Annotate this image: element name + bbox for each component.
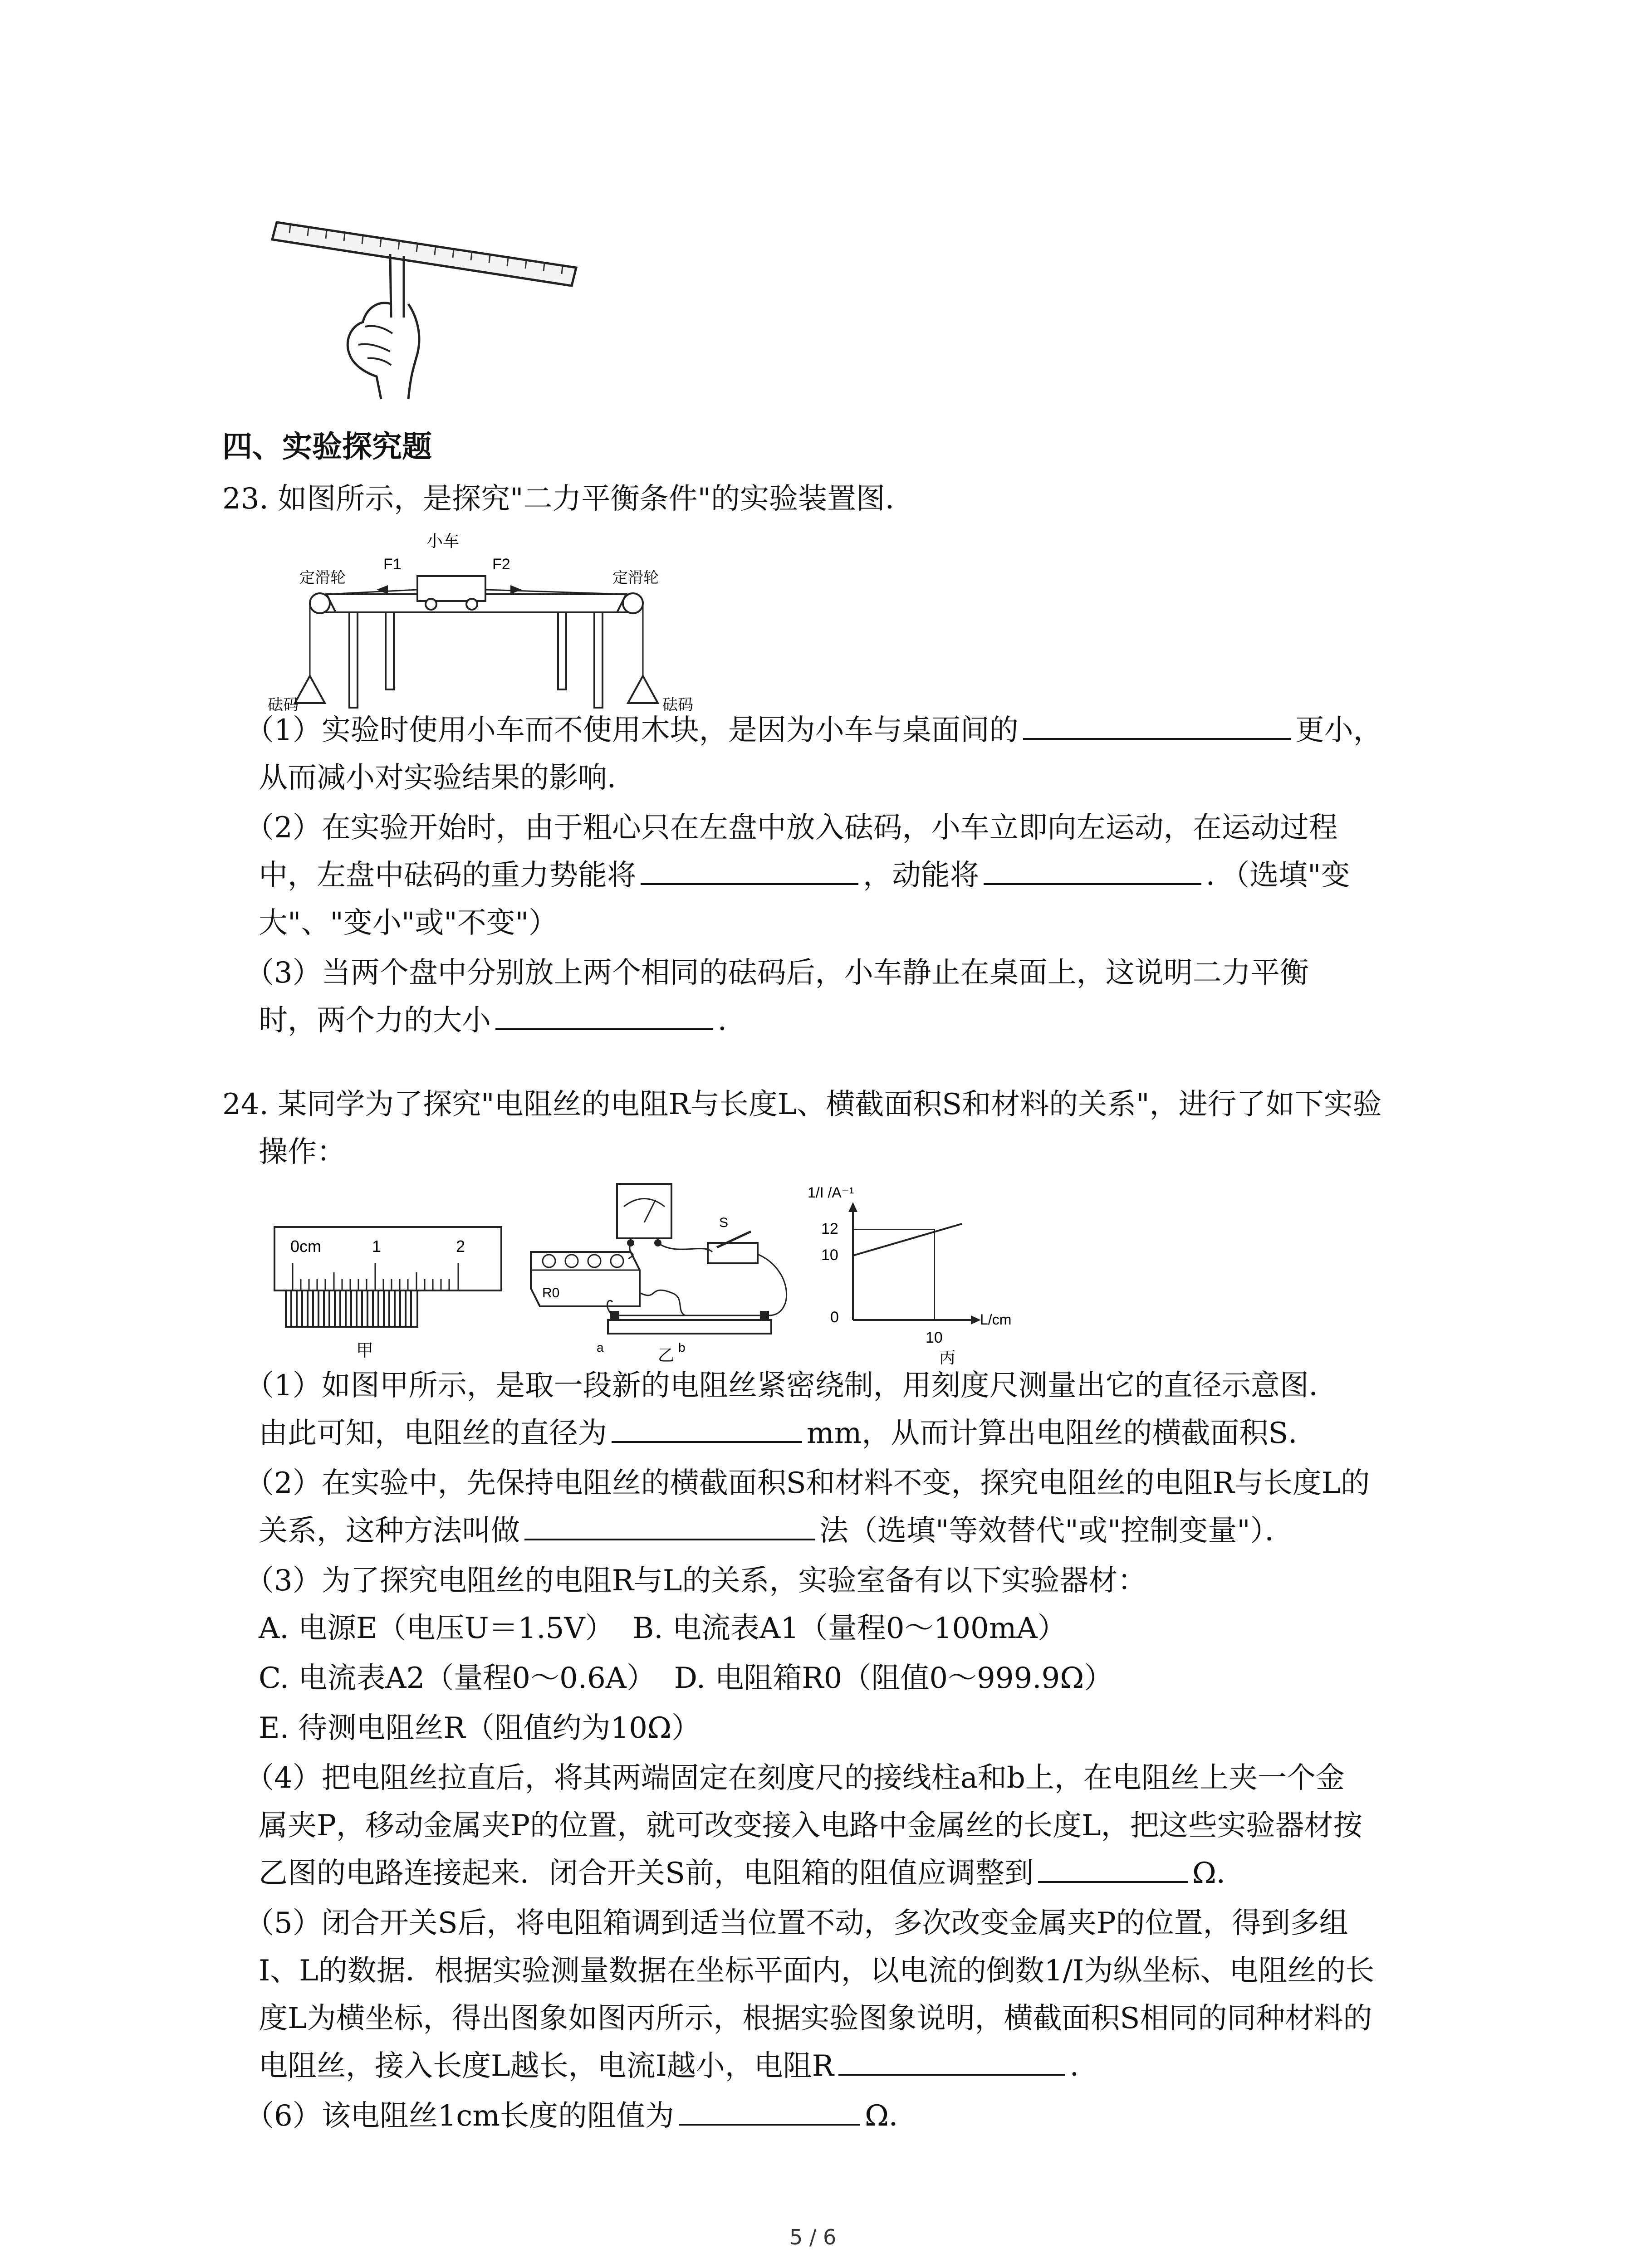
q23-p1-line2: 从而减小对实验结果的影响．: [259, 761, 636, 795]
q23-p2-line3: 大"、"变小"或"不变"）: [259, 906, 558, 940]
q24-p4-answer-blank[interactable]: [1038, 1854, 1188, 1883]
weight-right-label: 砝码: [662, 696, 693, 714]
q24-p6-answer-blank[interactable]: [679, 2097, 860, 2126]
q24-p4-line2: 属夹P，移动金属夹P的位置，就可改变接入电路中金属丝的长度L，把这些实验器材按: [259, 1809, 1362, 1843]
q23-p1-text-a: （1）实验时使用小车而不使用木块，是因为小车与桌面间的: [245, 714, 1019, 747]
q24-p5-line3: 度L为横坐标，得出图象如图丙所示，根据实验图象说明，横截面积S相同的同种材料的: [259, 2002, 1372, 2035]
graph-data-line: [853, 1224, 962, 1256]
section-heading: 四、实验探究题: [222, 429, 432, 464]
q23-stem: 23. 如图所示，是探究"二力平衡条件"的实验装置图．: [222, 482, 914, 516]
ruler-on-finger-figure: [272, 213, 581, 404]
q24-p4-text-d: Ω．: [1192, 1857, 1245, 1890]
q24-p5-line2: I、L的数据．根据实验测量数据在坐标平面内，以电流的倒数1/I为纵坐标、电阻丝的长: [259, 1954, 1375, 1988]
q23-p2-line1: （2）在实验开始时，由于粗心只在左盘中放入砝码，小车立即向左运动，在运动过程: [245, 811, 1338, 845]
q24-p5-answer-blank[interactable]: [838, 2047, 1065, 2076]
q24-p3: （3）为了探究电阻丝的电阻R与L的关系，实验室备有以下实验器材：: [245, 1564, 1147, 1598]
terminal-b-label: b: [678, 1340, 686, 1354]
q24-options-cd: [259, 1656, 1113, 1701]
q24-p1-text-b: 由此可知，电阻丝的直径为: [259, 1417, 607, 1450]
fig-bing-graph: [803, 1170, 1030, 1370]
graph-origin: 0: [830, 1309, 839, 1326]
ruler-label-2: 2: [456, 1237, 465, 1256]
q23-part1: [245, 708, 1382, 753]
ruler-label-1: 1: [372, 1237, 382, 1256]
q24-p1-answer-blank[interactable]: [612, 1414, 802, 1443]
q24-stem-line2: 操作：: [259, 1135, 346, 1169]
fig-jia-caption: 甲: [356, 1341, 374, 1360]
q24-p4-line1: （4）把电阻丝拉直后，将其两端固定在刻度尺的接线柱a和b上，在电阻丝上夹一个金: [245, 1761, 1345, 1795]
graph-ylabel: 1/I /A⁻¹: [808, 1184, 854, 1201]
pulley-left-label: 定滑轮: [299, 569, 346, 587]
q23-p1-answer-blank[interactable]: [1023, 711, 1291, 740]
q24-p2-text-c: 法（选填"等效替代"或"控制变量"）．: [819, 1514, 1294, 1548]
q24-p2-line2: [259, 1508, 1294, 1554]
graph-xtick-10: 10: [926, 1329, 943, 1346]
fig-yi-caption: 乙: [658, 1346, 675, 1364]
q24-p2-line1: （2）在实验中，先保持电阻丝的横截面积S和材料不变，探究电阻丝的电阻R与长度L的: [245, 1466, 1370, 1500]
q24-option-e: E. 待测电阻丝R（阻值约为10Ω）: [259, 1711, 701, 1745]
fig-jia-ruler-coil: [272, 1225, 508, 1365]
q23-p3-text-b: 时，两个力的大小: [259, 1004, 491, 1037]
q24-p1-text-c: mm，从而计算出电阻丝的横截面积S．: [807, 1417, 1318, 1450]
q24-p4-text-c: 乙图的电路连接起来．闭合开关S前，电阻箱的阻值应调整到: [259, 1857, 1034, 1890]
q24-p6-text-b: Ω．: [864, 2099, 918, 2133]
q24-option-d: D. 电阻箱R0（阻值0～999.9Ω）: [674, 1662, 1113, 1695]
page-number: 5 / 6: [789, 2225, 837, 2249]
q24-stem-line1: 24. 某同学为了探究"电阻丝的电阻R与长度L、横截面积S和材料的关系"，进行了如下实验: [222, 1088, 1382, 1121]
graph-ytick-10: 10: [821, 1246, 838, 1264]
q23-p2-blank-potential[interactable]: [641, 856, 858, 885]
switch-label: S: [719, 1215, 729, 1230]
q24-p2-text-b: 关系，这种方法叫做: [259, 1514, 520, 1548]
q24-p5-line1: （5）闭合开关S后，将电阻箱调到适当位置不动，多次改变金属夹P的位置，得到多组: [245, 1906, 1348, 1940]
q23-p3-line1: （3）当两个盘中分别放上两个相同的砝码后，小车静止在桌面上，这说明二力平衡: [245, 956, 1309, 990]
q23-p2-line2: [259, 853, 1350, 898]
q24-p6: [245, 2093, 918, 2139]
fig-yi-circuit: [522, 1179, 812, 1365]
q24-p5-line4: [259, 2043, 1099, 2089]
q24-p5-text-e: ．: [1069, 2049, 1099, 2083]
q23-p3-text-c: ．: [718, 1004, 747, 1037]
q24-p1-line1: （1）如图甲所示，是取一段新的电阻丝紧密绕制，用刻度尺测量出它的直径示意图．: [245, 1369, 1338, 1403]
q24-options-ab: [259, 1606, 1067, 1651]
q23-p2-text-d: ．（选填"变: [1206, 859, 1350, 892]
q24-option-a: A. 电源E（电压U＝1.5V）: [259, 1612, 614, 1645]
q23-p1-text-b: 更小，: [1295, 714, 1382, 747]
weight-left-label: 砝码: [268, 696, 299, 714]
q24-option-c: C. 电流表A2（量程0～0.6A）: [259, 1662, 656, 1695]
q23-p3-line2: [259, 998, 747, 1043]
q24-p1-line2: [259, 1411, 1317, 1456]
cart-label: 小车: [426, 532, 460, 550]
graph-ytick-12: 12: [821, 1220, 838, 1237]
q24-p4-line3: [259, 1851, 1245, 1896]
pulley-right-label: 定滑轮: [612, 569, 659, 587]
q23-p2-blank-kinetic[interactable]: [984, 856, 1201, 885]
fig-bing-caption: 丙: [939, 1348, 956, 1367]
resistance-box-label: R0: [542, 1286, 560, 1300]
q24-option-b: B. 电流表A1（量程0～100mA）: [632, 1612, 1067, 1645]
f1-label: F1: [383, 556, 402, 573]
q24-p5-text-d: 电阻丝，接入长度L越长，电流I越小，电阻R: [259, 2049, 834, 2083]
q24-p6-text-a: （6）该电阻丝1cm长度的阻值为: [245, 2099, 674, 2133]
q23-p2-text-c: ，动能将: [863, 859, 979, 892]
f2-label: F2: [492, 556, 510, 573]
terminal-a-label: a: [597, 1340, 604, 1354]
q23-p2-text-b: 中，左盘中砝码的重力势能将: [259, 859, 636, 892]
ruler-label-0: 0cm: [290, 1237, 322, 1256]
graph-xlabel: L/cm: [980, 1311, 1012, 1328]
q23-apparatus-figure: [268, 522, 693, 714]
q24-p2-answer-blank[interactable]: [524, 1511, 815, 1540]
q23-p3-answer-blank[interactable]: [495, 1001, 713, 1030]
